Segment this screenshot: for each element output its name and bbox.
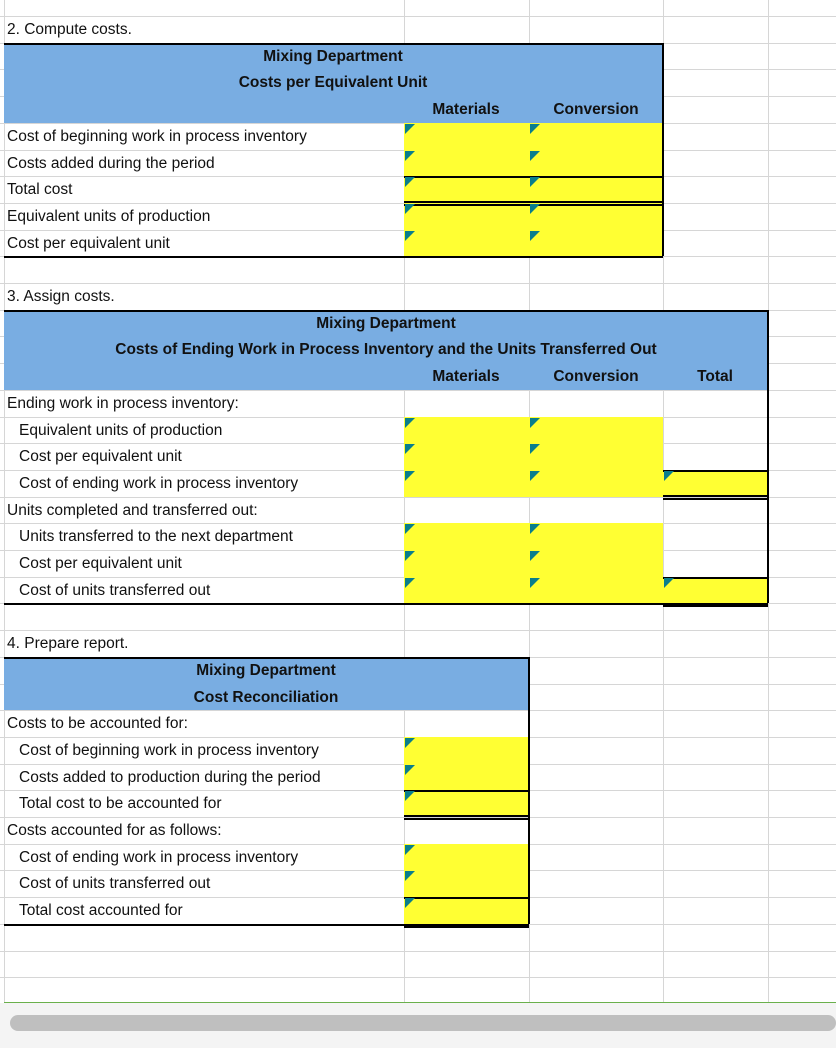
input-cell[interactable]	[529, 123, 663, 150]
input-cell[interactable]	[529, 443, 663, 470]
input-cell[interactable]	[404, 790, 529, 817]
input-marker-icon	[405, 551, 415, 561]
input-cell[interactable]	[529, 577, 663, 603]
row-label: Units transferred to the next department	[19, 528, 293, 545]
input-marker-icon	[530, 471, 540, 481]
row-label: Cost of units transferred out	[19, 582, 211, 599]
input-cell[interactable]	[404, 870, 529, 897]
input-cell[interactable]	[404, 577, 529, 603]
input-cell[interactable]	[529, 203, 663, 230]
input-cell[interactable]	[529, 550, 663, 577]
input-marker-icon	[405, 151, 415, 161]
input-cell[interactable]	[404, 764, 529, 790]
border-line	[663, 498, 768, 500]
input-cell[interactable]	[404, 150, 529, 176]
row-label: Cost per equivalent unit	[19, 555, 182, 572]
border-line	[404, 926, 529, 928]
row-label: Costs added to production during the period	[19, 769, 321, 786]
row-label: Cost of ending work in process inventory	[19, 475, 299, 492]
input-cell[interactable]	[529, 470, 663, 497]
input-marker-icon	[664, 471, 674, 481]
column-header-materials: Materials	[432, 368, 500, 385]
input-cell[interactable]	[404, 897, 529, 924]
horizontal-scrollbar[interactable]	[10, 1015, 836, 1031]
section-heading: 3. Assign costs.	[7, 288, 115, 305]
input-marker-icon	[530, 231, 540, 241]
table-subtitle: Costs of Ending Work in Process Inventory and the Units Transferred Out	[115, 341, 657, 358]
column-header-conversion: Conversion	[553, 101, 639, 118]
input-cell[interactable]	[663, 577, 768, 603]
input-cell[interactable]	[529, 176, 663, 203]
row-label: Cost per equivalent unit	[7, 235, 170, 252]
row-label: Total cost to be accounted for	[19, 795, 222, 812]
gridline-row	[0, 283, 836, 284]
table-subtitle: Cost Reconciliation	[193, 689, 339, 706]
input-cell[interactable]	[404, 123, 529, 150]
input-marker-icon	[530, 578, 540, 588]
row-label: Costs accounted for as follows:	[7, 822, 222, 839]
table-title: Mixing Department	[263, 48, 403, 65]
section-heading: 2. Compute costs.	[7, 21, 132, 38]
input-cell[interactable]	[404, 417, 529, 443]
input-marker-icon	[405, 524, 415, 534]
table-title: Mixing Department	[316, 315, 456, 332]
input-cell[interactable]	[529, 230, 663, 256]
input-cell[interactable]	[529, 523, 663, 550]
input-cell[interactable]	[663, 470, 768, 497]
row-label: Cost of beginning work in process inventory	[19, 742, 319, 759]
input-marker-icon	[405, 418, 415, 428]
input-cell[interactable]	[404, 523, 529, 550]
table-title: Mixing Department	[196, 662, 336, 679]
input-marker-icon	[530, 204, 540, 214]
input-marker-icon	[405, 444, 415, 454]
row-label: Costs added during the period	[7, 155, 215, 172]
row-label: Cost per equivalent unit	[19, 448, 182, 465]
input-marker-icon	[405, 765, 415, 775]
gridline-col	[4, 0, 5, 1003]
input-marker-icon	[530, 418, 540, 428]
input-marker-icon	[405, 471, 415, 481]
row-label: Ending work in process inventory:	[7, 395, 239, 412]
input-marker-icon	[664, 578, 674, 588]
input-cell[interactable]	[404, 176, 529, 203]
input-cell[interactable]	[404, 470, 529, 497]
column-header-materials: Materials	[432, 101, 500, 118]
input-marker-icon	[405, 738, 415, 748]
input-cell[interactable]	[404, 230, 529, 256]
table-subtitle: Costs per Equivalent Unit	[238, 74, 428, 91]
row-label: Costs to be accounted for:	[7, 715, 188, 732]
input-marker-icon	[405, 871, 415, 881]
input-marker-icon	[405, 898, 415, 908]
border-line	[663, 605, 768, 607]
input-cell[interactable]	[404, 443, 529, 470]
row-label: Equivalent units of production	[19, 422, 223, 439]
input-marker-icon	[405, 231, 415, 241]
input-cell[interactable]	[529, 150, 663, 176]
input-marker-icon	[405, 578, 415, 588]
gridline-row	[0, 951, 836, 952]
row-label: Units completed and transferred out:	[7, 502, 258, 519]
row-label: Equivalent units of production	[7, 208, 211, 225]
row-label: Cost of ending work in process inventory	[19, 849, 299, 866]
row-label: Cost of units transferred out	[19, 875, 211, 892]
input-cell[interactable]	[404, 737, 529, 764]
column-header-conversion: Conversion	[553, 368, 639, 385]
input-marker-icon	[530, 551, 540, 561]
border-line	[767, 310, 769, 603]
row-label: Total cost accounted for	[19, 902, 183, 919]
input-marker-icon	[530, 444, 540, 454]
row-label: Cost of beginning work in process inventory	[7, 128, 307, 145]
input-marker-icon	[530, 177, 540, 187]
input-marker-icon	[405, 845, 415, 855]
border-line	[404, 818, 529, 820]
input-marker-icon	[405, 204, 415, 214]
row-label: Total cost	[7, 181, 73, 198]
input-cell[interactable]	[404, 550, 529, 577]
input-marker-icon	[405, 791, 415, 801]
input-cell[interactable]	[404, 844, 529, 870]
input-marker-icon	[405, 124, 415, 134]
input-marker-icon	[530, 124, 540, 134]
input-marker-icon	[530, 524, 540, 534]
input-cell[interactable]	[404, 203, 529, 230]
gridline-row	[0, 977, 836, 978]
input-cell[interactable]	[529, 417, 663, 443]
input-marker-icon	[405, 177, 415, 187]
input-marker-icon	[530, 151, 540, 161]
column-header-total: Total	[697, 368, 733, 385]
section-heading: 4. Prepare report.	[7, 635, 129, 652]
